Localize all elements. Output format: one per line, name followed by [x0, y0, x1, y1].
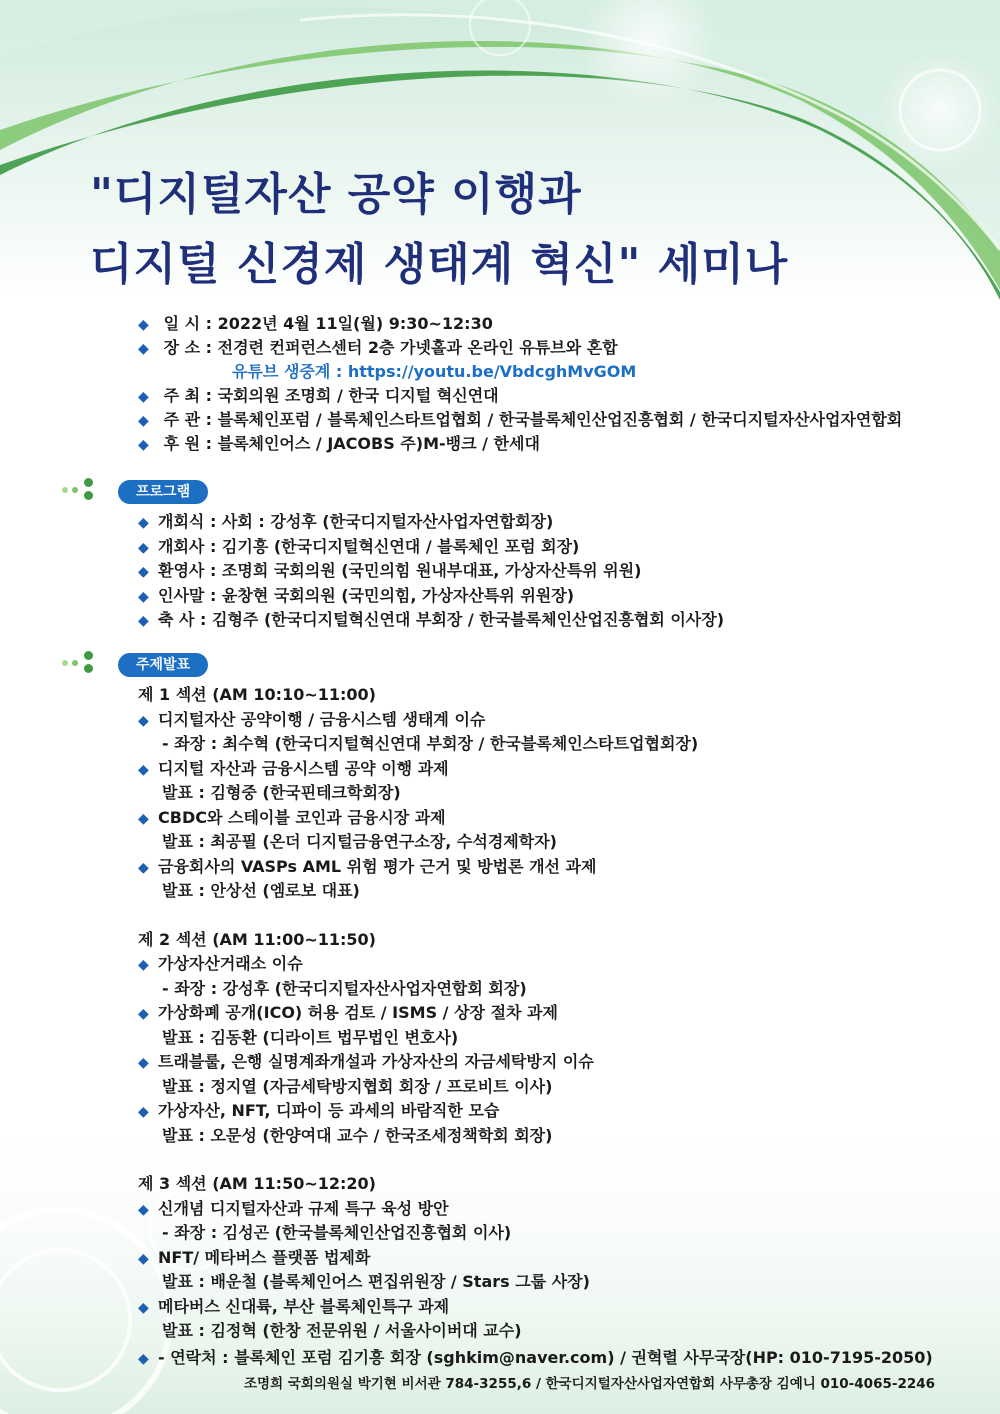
diamond-icon: ◆ [138, 389, 149, 405]
diamond-icon: ◆ [138, 539, 149, 556]
list-item-sub: 발표 : 김정혁 (한창 전문위원 / 서울사이버대 교수) [162, 1321, 522, 1340]
list-item-sub: 발표 : 김형중 (한국핀테크학회장) [162, 783, 401, 802]
diamond-icon: ◆ [138, 341, 149, 357]
list-item: ◆ NFT/ 메타버스 플랫폼 법제화 [138, 1246, 698, 1271]
youtube-link[interactable]: 유튜브 생중계 : https://youtu.be/VbdcghMvGOM [232, 362, 637, 381]
diamond-icon: ◆ [138, 1299, 149, 1316]
diamond-icon: ◆ [138, 1250, 149, 1267]
event-info [138, 312, 902, 456]
session-title: 제 1 섹션 (AM 10:10~11:00) [138, 685, 376, 704]
list-item-sub: 발표 : 최공필 (온더 디지털금융연구소장, 수석경제학자) [162, 832, 557, 851]
list-item-sub: - 좌장 : 최수혁 (한국디지털혁신연대 부회장 / 한국블록체인스타트업협회장) [162, 734, 699, 753]
diamond-icon: ◆ [138, 712, 149, 729]
list-item-sub: 발표 : 안상선 (엠로보 대표) [162, 881, 360, 900]
diamond-icon: ◆ [138, 613, 149, 629]
list-item-sub: 발표 : 정지열 (자금세탁방지협회 회장 / 프로비트 이사) [162, 1076, 553, 1096]
diamond-icon: ◆ [138, 564, 149, 580]
diamond-icon: ◆ [138, 810, 149, 827]
info-row-host: ◆ 주 최 : 국회의원 조명희 / 한국 디지털 혁신연대 [138, 384, 902, 408]
list-item-sub: - 좌장 : 강성후 (한국디지털자산사업자연합회 회장) [162, 978, 527, 998]
dots-icon [62, 478, 102, 502]
list-item-sub: 발표 : 김동환 (디라이트 법무법인 변호사) [162, 1027, 459, 1047]
list-item: ◆ 가상화폐 공개(ICO) 허용 검토 / ISMS / 상장 절차 과제 [138, 1001, 698, 1026]
program-list [138, 510, 724, 633]
program-heading: 프로그램 [118, 480, 208, 504]
topics-list [138, 683, 698, 1344]
diamond-icon: ◆ [138, 317, 149, 333]
info-row-sponsor: ◆ 후 원 : 블록체인어스 / JACOBS 주)M-뱅크 / 한세대 [138, 432, 902, 456]
diamond-icon: ◆ [138, 437, 149, 453]
diamond-icon: ◆ [138, 1351, 149, 1367]
list-item-sub: 발표 : 오문성 (한양여대 교수 / 한국조세정책학회 회장) [162, 1125, 553, 1145]
title-line-1: "디지털자산 공약 이행과 [90, 169, 582, 220]
list-item: ◆ CBDC와 스테이블 코인과 금융시장 과제 [138, 806, 698, 831]
info-row-venue: ◆ 장 소 : 전경련 컨퍼런스센터 2층 가넷홀과 온라인 유튜브와 혼합 [138, 336, 902, 360]
list-item: ◆ 가상자산거래소 이슈 [138, 952, 698, 977]
spacer [138, 1148, 698, 1172]
diamond-icon: ◆ [138, 588, 149, 605]
dots-icon [62, 651, 102, 675]
list-item: ◆ 메타버스 신대륙, 부산 블록체인특구 과제 [138, 1295, 698, 1320]
session-title: 제 3 섹션 (AM 11:50~12:20) [138, 1174, 376, 1193]
list-item: ◆ 디지털자산 공약이행 / 금융시스템 생태계 이슈 [138, 708, 698, 733]
diamond-icon: ◆ [138, 1201, 149, 1218]
info-row-date: ◆ 일 시 : 2022년 4월 11일(월) 9:30~12:30 [138, 312, 902, 336]
list-item: ◆ 환영사 : 조명희 국회의원 (국민의힘 원내부대표, 가상자산특위 위원) [138, 559, 724, 584]
spacer [138, 904, 698, 928]
diamond-icon: ◆ [138, 413, 149, 429]
list-item: ◆ 인사말 : 윤창현 국회의원 (국민의힘, 가상자산특위 위원장) [138, 584, 724, 609]
contact-line-2: 조명희 국회의원실 박기현 비서관 784-3255,6 / 한국디지털자산사업자연합회 사무총장 김예니 010-4065-2246 [244, 1376, 936, 1392]
list-item: ◆ 개회사 : 김기흥 (한국디지털혁신연대 / 블록체인 포럼 회장) [138, 535, 724, 560]
list-item: ◆ 트래블룰, 은행 실명계좌개설과 가상자산의 자금세탁방지 이슈 [138, 1050, 698, 1075]
diamond-icon: ◆ [138, 1104, 149, 1120]
list-item: ◆ 디지털 자산과 금융시스템 공약 이행 과제 [138, 757, 698, 782]
session-title: 제 2 섹션 (AM 11:00~11:50) [138, 929, 376, 949]
list-item: ◆ 금융회사의 VASPs AML 위험 평가 근거 및 방법론 개선 과제 [138, 855, 698, 880]
info-row-organizer: ◆ 주 관 : 블록체인포럼 / 블록체인스타트업협회 / 한국블록체인산업진흥협회 / 한국디지털자산사업자연합회 [138, 408, 902, 432]
page-title [90, 160, 788, 300]
contact-line: ◆ - 연락처 : 블록체인 포럼 김기흥 회장 (sghkim@naver.com) / 권혁렬 사무국장(HP: 010-7195-2050) [138, 1346, 933, 1370]
list-item: ◆ 축 사 : 김형주 (한국디지털혁신연대 부회장 / 한국블록체인산업진흥협회 이사장) [138, 608, 724, 633]
diamond-icon: ◆ [138, 1006, 149, 1022]
diamond-icon: ◆ [138, 515, 149, 531]
diamond-icon: ◆ [138, 761, 149, 778]
topics-heading: 주제발표 [118, 653, 208, 677]
list-item: ◆ 가상자산, NFT, 디파이 등 과세의 바람직한 모습 [138, 1099, 698, 1124]
diamond-icon: ◆ [138, 957, 149, 973]
list-item-sub: - 좌장 : 김성곤 (한국블록체인산업진흥협회 이사) [162, 1223, 512, 1242]
list-item-sub: 발표 : 배운철 (블록체인어스 편집위원장 / Stars 그룹 사장) [162, 1272, 590, 1291]
title-line-2: 디지털 신경제 생태계 혁신" 세미나 [90, 239, 789, 290]
diamond-icon: ◆ [138, 1055, 149, 1071]
list-item: ◆ 개회식 : 사회 : 강성후 (한국디지털자산사업자연합회장) [138, 510, 724, 535]
list-item: ◆ 신개념 디지털자산과 규제 특구 육성 방안 [138, 1197, 698, 1222]
diamond-icon: ◆ [138, 859, 149, 876]
